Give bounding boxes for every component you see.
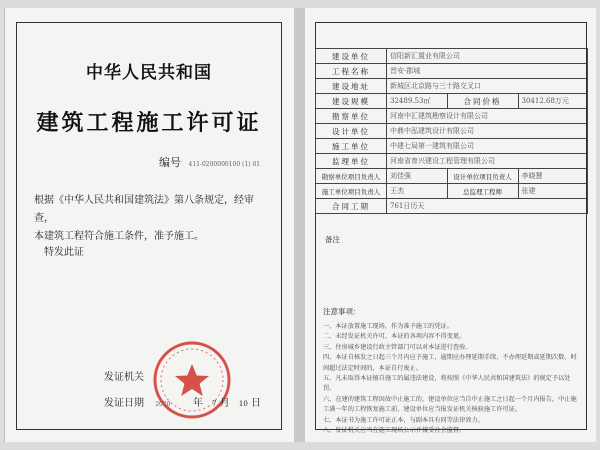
list-item: 八、发证机关应当在施工现场公示并接受社会监督。 (323, 427, 466, 435)
field-label: 工程名称 (316, 64, 387, 79)
certificate-title: 建筑工程施工许可证 (36, 110, 262, 136)
paragraph-2: 本建筑工程符合施工条件，准予施工。 (34, 231, 204, 242)
field-value: 李晓慧 (518, 169, 587, 184)
year-unit: 年 (192, 398, 203, 409)
table-row (316, 94, 588, 109)
table-row (316, 124, 588, 139)
left-page (4, 8, 294, 442)
list-item: 五、凡未取得本证擅自施工的属违法建设，将按照《中华人民共和国建筑法》的规定予以处罚。 (323, 375, 571, 393)
issuing-authority: 发证机关 (104, 372, 144, 383)
field-value: 新城区北京路与三十路交叉口 (387, 79, 588, 94)
table-row (316, 64, 588, 79)
list-item: 二、未经发证机关许可，本证的各项内容不得变更。 (323, 333, 466, 341)
paragraph-1: 根据《中华人民共和国建筑法》第八条规定，经审查， (34, 195, 254, 224)
table-row (316, 49, 588, 64)
field-label: 建设地址 (316, 79, 387, 94)
field-label: 总监理工程师 (447, 184, 518, 199)
field-label: 合同价格 (447, 94, 518, 109)
list-item: 六、在建的建筑工程因故中止施工的，建设单位应当自中止施工之日起一个月内报告，中止施工满一年的工程恢复施工前，建设单位应当报发证机关核验施工许可证。 (323, 395, 577, 414)
list-item: 四、本证自核发之日起三个月内应予施工，逾期应办理延期手续，不办理延期或延期次数、时间超过法定时间的，本证自行废止。 (323, 354, 577, 372)
field-value: 张建 (518, 184, 587, 199)
country-name: 中华人民共和国 (86, 63, 212, 83)
field-value: 王杰 (387, 184, 448, 199)
day-unit: 日 (250, 398, 261, 409)
serial-code: 411-0200000100 (1) 01 (188, 161, 261, 168)
table-row (316, 154, 588, 169)
field-value: 河南中汇建筑勘察设计有限公司 (387, 109, 588, 124)
list-item: 一、本证放置施工现场，作为准予施工的凭证。 (323, 323, 453, 330)
list-item: 三、住房城乡建设行政主管部门可以对本证进行查验。 (323, 343, 472, 351)
table-row (316, 139, 588, 154)
notes-title: 注意事项： (323, 307, 361, 316)
field-value: 河南省育兴建设工程管理有限公司 (387, 154, 588, 169)
field-value: 中鼎中泓建筑设计有限公司 (387, 124, 588, 139)
table-row (316, 169, 588, 184)
issue-date (104, 394, 261, 409)
field-label: 设计单位 (316, 124, 387, 139)
field-label: 合同工期 (316, 199, 387, 214)
month-unit: 月 (219, 398, 230, 409)
field-value: 信阳新汇置业有限公司 (387, 49, 588, 64)
right-page (305, 8, 596, 442)
issue-year: 2020 (155, 401, 171, 408)
field-label: 勘察单位项目负责人 (316, 169, 387, 184)
field-value: 中建七局第一建筑有限公司 (387, 139, 588, 154)
notes-list (323, 322, 581, 436)
notes-section (315, 302, 586, 435)
table-row (316, 199, 588, 214)
field-label: 施工单位项目负责人 (316, 184, 387, 199)
serial-number (159, 154, 260, 170)
issue-date-label: 发证日期 (104, 398, 144, 409)
field-label: 施工单位 (316, 139, 387, 154)
field-value: 32489.53㎡ (387, 94, 448, 109)
issue-day: 10 (238, 400, 248, 408)
field-label: 设计单位项目负责人 (447, 169, 518, 184)
remarks-label: 备注 (325, 235, 340, 244)
binding-gutter (294, 8, 305, 442)
field-value: 761日历天 (387, 199, 588, 214)
field-value: 30412.68万元 (518, 94, 587, 109)
table-row (316, 184, 588, 199)
field-label: 建设规模 (316, 94, 387, 109)
issue-month: 7 (212, 400, 217, 408)
legal-basis-paragraph (34, 192, 264, 246)
table-row (316, 79, 588, 94)
field-label: 监理单位 (316, 154, 387, 169)
field-value: 晋安·郡城 (387, 64, 588, 79)
field-value: 刘佳强 (387, 169, 448, 184)
special-issue-line: 特发此证 (44, 247, 84, 258)
field-label: 勘察单位 (316, 109, 387, 124)
project-info-table (315, 48, 588, 214)
field-label: 建设单位 (316, 49, 387, 64)
serial-label: 编号 (159, 156, 181, 169)
table-row (316, 109, 588, 124)
list-item: 七、本证书为施工许可证正本，与副本具有同等法律效力。 (323, 416, 484, 424)
